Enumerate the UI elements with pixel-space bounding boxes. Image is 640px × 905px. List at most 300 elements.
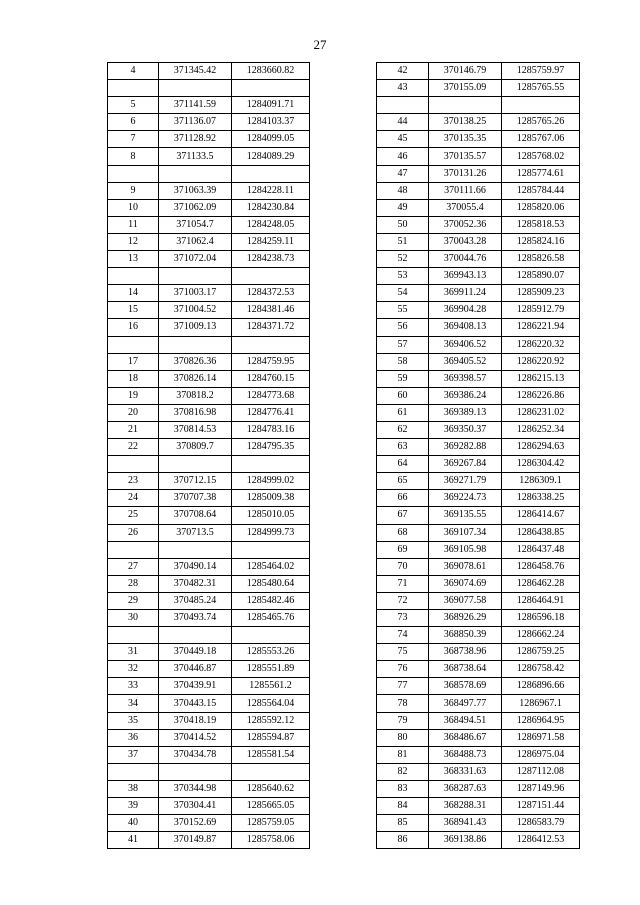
y-coordinate-cell: 1285561.2 [232,678,310,695]
y-coordinate-cell: 1284238.73 [232,251,310,268]
y-coordinate-cell: 1284381.46 [232,302,310,319]
y-coordinate-cell: 1286971.58 [502,729,580,746]
point-number-cell: 78 [377,695,429,712]
table-row [108,165,310,182]
x-coordinate-cell: 370304.41 [159,798,232,815]
y-coordinate-cell [232,763,310,780]
table-row [377,80,580,97]
table-row [108,131,310,148]
x-coordinate-cell: 369389.13 [429,404,502,421]
y-coordinate-cell: 1286252.34 [502,421,580,438]
x-coordinate-cell: 368488.73 [429,746,502,763]
y-coordinate-cell: 1285824.16 [502,233,580,250]
table-row [108,507,310,524]
y-coordinate-cell: 1286304.42 [502,456,580,473]
x-coordinate-cell: 370434.78 [159,746,232,763]
table-row [377,63,580,80]
y-coordinate-cell: 1285564.04 [232,695,310,712]
table-row [108,798,310,815]
table-row [377,285,580,302]
table-row [377,832,580,849]
table-row [108,251,310,268]
table-row [377,336,580,353]
point-number-cell: 47 [377,165,429,182]
x-coordinate-cell: 370135.35 [429,131,502,148]
x-coordinate-cell: 369405.52 [429,353,502,370]
point-number-cell [108,456,159,473]
x-coordinate-cell: 369074.69 [429,575,502,592]
point-number-cell: 76 [377,661,429,678]
y-coordinate-cell: 1285640.62 [232,780,310,797]
point-number-cell: 33 [108,678,159,695]
x-coordinate-cell: 370493.74 [159,610,232,627]
y-coordinate-cell: 1284795.35 [232,439,310,456]
y-coordinate-cell: 1285826.58 [502,251,580,268]
table-row [377,268,580,285]
table-row [377,439,580,456]
table-row [377,387,580,404]
point-number-cell: 48 [377,182,429,199]
point-number-cell [108,165,159,182]
point-number-cell: 16 [108,319,159,336]
point-number-cell: 56 [377,319,429,336]
point-number-cell: 6 [108,114,159,131]
y-coordinate-cell: 1285482.46 [232,592,310,609]
point-number-cell: 60 [377,387,429,404]
y-coordinate-cell: 1284371.72 [232,319,310,336]
table-row [377,165,580,182]
point-number-cell: 51 [377,233,429,250]
y-coordinate-cell: 1286583.79 [502,815,580,832]
y-coordinate-cell: 1286975.04 [502,746,580,763]
x-coordinate-cell: 370414.52 [159,729,232,746]
y-coordinate-cell: 1286662.24 [502,627,580,644]
table-row [377,114,580,131]
x-coordinate-cell: 370439.91 [159,678,232,695]
y-coordinate-cell: 1285765.55 [502,80,580,97]
table-row [108,575,310,592]
point-number-cell: 15 [108,302,159,319]
point-number-cell: 28 [108,575,159,592]
table-row [377,456,580,473]
y-coordinate-cell: 1284773.68 [232,387,310,404]
x-coordinate-cell: 369911.24 [429,285,502,302]
point-number-cell: 9 [108,182,159,199]
y-coordinate-cell: 1284230.84 [232,199,310,216]
y-coordinate-cell: 1286458.76 [502,558,580,575]
point-number-cell: 71 [377,575,429,592]
x-coordinate-cell: 371063.39 [159,182,232,199]
y-coordinate-cell: 1285818.53 [502,216,580,233]
x-coordinate-cell: 370814.53 [159,421,232,438]
x-coordinate-cell: 370344.98 [159,780,232,797]
y-coordinate-cell: 1286220.92 [502,353,580,370]
page-number: 27 [313,37,327,52]
y-coordinate-cell: 1286414.67 [502,507,580,524]
point-number-cell: 46 [377,148,429,165]
point-number-cell: 69 [377,541,429,558]
y-coordinate-cell: 1287149.96 [502,780,580,797]
table-row [108,302,310,319]
x-coordinate-cell: 369406.52 [429,336,502,353]
point-number-cell: 52 [377,251,429,268]
table-row [108,387,310,404]
y-coordinate-cell: 1286758.42 [502,661,580,678]
y-coordinate-cell: 1286215.13 [502,370,580,387]
x-coordinate-cell: 368941.43 [429,815,502,832]
x-coordinate-cell: 369107.34 [429,524,502,541]
y-coordinate-cell: 1286896.66 [502,678,580,695]
table-row [108,780,310,797]
x-coordinate-cell: 370149.87 [159,832,232,849]
y-coordinate-cell: 1285820.06 [502,199,580,216]
y-coordinate-cell: 1286964.95 [502,712,580,729]
x-coordinate-cell: 370826.14 [159,370,232,387]
point-number-cell: 66 [377,490,429,507]
point-number-cell: 8 [108,148,159,165]
point-number-cell: 14 [108,285,159,302]
y-coordinate-cell: 1284999.73 [232,524,310,541]
x-coordinate-cell: 370155.09 [429,80,502,97]
table-row [377,97,580,114]
point-number-cell: 55 [377,302,429,319]
x-coordinate-cell: 368287.63 [429,780,502,797]
point-number-cell: 70 [377,558,429,575]
y-coordinate-cell: 1285890.07 [502,268,580,285]
point-number-cell [108,763,159,780]
point-number-cell: 68 [377,524,429,541]
y-coordinate-cell: 1285909.23 [502,285,580,302]
y-coordinate-cell [232,165,310,182]
y-coordinate-cell: 1286294.63 [502,439,580,456]
x-coordinate-cell: 371141.59 [159,97,232,114]
point-number-cell: 25 [108,507,159,524]
point-number-cell: 43 [377,80,429,97]
table-row [108,524,310,541]
x-coordinate-cell: 370809.7 [159,439,232,456]
point-number-cell: 54 [377,285,429,302]
y-coordinate-cell: 1285592.12 [232,712,310,729]
y-coordinate-cell: 1284760.15 [232,370,310,387]
y-coordinate-cell: 1285009.38 [232,490,310,507]
point-number-cell: 75 [377,644,429,661]
x-coordinate-cell: 371128.92 [159,131,232,148]
table-row [377,251,580,268]
table-row [108,268,310,285]
point-number-cell: 77 [377,678,429,695]
x-coordinate-cell: 371062.4 [159,233,232,250]
table-row [377,199,580,216]
x-coordinate-cell: 368578.69 [429,678,502,695]
table-row [108,729,310,746]
table-row [377,233,580,250]
point-number-cell: 58 [377,353,429,370]
x-coordinate-cell: 370443.15 [159,695,232,712]
point-number-cell: 27 [108,558,159,575]
x-coordinate-cell: 369135.55 [429,507,502,524]
x-coordinate-cell: 370482.31 [159,575,232,592]
x-coordinate-cell: 369904.28 [429,302,502,319]
x-coordinate-cell: 368288.31 [429,798,502,815]
table-row [377,131,580,148]
point-number-cell: 10 [108,199,159,216]
y-coordinate-cell: 1284776.41 [232,404,310,421]
table-row [108,490,310,507]
point-number-cell: 36 [108,729,159,746]
table-row [377,148,580,165]
point-number-cell: 7 [108,131,159,148]
table-row [377,780,580,797]
x-coordinate-cell: 371062.09 [159,199,232,216]
x-coordinate-cell: 370131.26 [429,165,502,182]
point-number-cell [108,336,159,353]
table-row [108,199,310,216]
table-row [377,216,580,233]
x-coordinate-cell: 370044.76 [429,251,502,268]
x-coordinate-cell: 371136.07 [159,114,232,131]
point-number-cell: 4 [108,63,159,80]
y-coordinate-cell: 1284099.05 [232,131,310,148]
point-number-cell: 57 [377,336,429,353]
table-row [377,404,580,421]
table-row [108,592,310,609]
point-number-cell [108,541,159,558]
y-coordinate-cell: 1284259.11 [232,233,310,250]
x-coordinate-cell: 369282.88 [429,439,502,456]
x-coordinate-cell: 369386.24 [429,387,502,404]
point-number-cell: 21 [108,421,159,438]
x-coordinate-cell: 370707.38 [159,490,232,507]
y-coordinate-cell: 1285581.54 [232,746,310,763]
y-coordinate-cell: 1285665.05 [232,798,310,815]
point-number-cell: 37 [108,746,159,763]
table-row [108,285,310,302]
x-coordinate-cell: 371009.13 [159,319,232,336]
point-number-cell: 40 [108,815,159,832]
point-number-cell: 85 [377,815,429,832]
y-coordinate-cell: 1285765.26 [502,114,580,131]
y-coordinate-cell: 1286412.53 [502,832,580,849]
x-coordinate-cell: 370418.19 [159,712,232,729]
x-coordinate-cell: 369138.86 [429,832,502,849]
point-number-cell [108,80,159,97]
point-number-cell: 82 [377,763,429,780]
table-row [377,182,580,199]
table-row [377,678,580,695]
y-coordinate-cell: 1284372.53 [232,285,310,302]
y-coordinate-cell: 1286438.85 [502,524,580,541]
table-row [377,319,580,336]
table-row [108,678,310,695]
table-row [108,63,310,80]
y-coordinate-cell: 1285774.61 [502,165,580,182]
y-coordinate-cell: 1286967.1 [502,695,580,712]
y-coordinate-cell: 1285464.02 [232,558,310,575]
x-coordinate-cell: 368738.96 [429,644,502,661]
x-coordinate-cell: 368497.77 [429,695,502,712]
y-coordinate-cell: 1284228.11 [232,182,310,199]
table-row [108,216,310,233]
point-number-cell: 79 [377,712,429,729]
table-row [108,404,310,421]
y-coordinate-cell: 1284759.95 [232,353,310,370]
table-row [377,353,580,370]
coordinates-table-right [376,62,580,849]
point-number-cell: 30 [108,610,159,627]
y-coordinate-cell: 1284091.71 [232,97,310,114]
table-row [377,592,580,609]
y-coordinate-cell: 1286759.25 [502,644,580,661]
x-coordinate-cell [159,456,232,473]
point-number-cell: 86 [377,832,429,849]
x-coordinate-cell: 370111.66 [429,182,502,199]
x-coordinate-cell [159,763,232,780]
point-number-cell: 67 [377,507,429,524]
table-row [108,97,310,114]
y-coordinate-cell: 1285784.44 [502,182,580,199]
x-coordinate-cell: 368850.39 [429,627,502,644]
point-number-cell: 45 [377,131,429,148]
table-row [377,541,580,558]
table-row [377,746,580,763]
table-row [377,490,580,507]
point-number-cell: 44 [377,114,429,131]
point-number-cell: 84 [377,798,429,815]
y-coordinate-cell [232,268,310,285]
table-row [108,695,310,712]
x-coordinate-cell: 370485.24 [159,592,232,609]
table-row [377,421,580,438]
point-number-cell: 34 [108,695,159,712]
y-coordinate-cell [232,541,310,558]
x-coordinate-cell: 370708.64 [159,507,232,524]
x-coordinate-cell: 370052.36 [429,216,502,233]
table-row [108,712,310,729]
y-coordinate-cell: 1283660.82 [232,63,310,80]
y-coordinate-cell: 1286220.32 [502,336,580,353]
table-row [377,558,580,575]
x-coordinate-cell: 369350.37 [429,421,502,438]
table-row [377,695,580,712]
table-row [108,661,310,678]
x-coordinate-cell: 369078.61 [429,558,502,575]
y-coordinate-cell: 1286226.86 [502,387,580,404]
table-row [377,729,580,746]
point-number-cell [108,627,159,644]
table-row [108,80,310,97]
x-coordinate-cell: 370713.5 [159,524,232,541]
x-coordinate-cell: 369943.13 [429,268,502,285]
x-coordinate-cell: 368486.67 [429,729,502,746]
x-coordinate-cell [159,627,232,644]
y-coordinate-cell: 1285480.64 [232,575,310,592]
x-coordinate-cell [159,336,232,353]
point-number-cell: 50 [377,216,429,233]
point-number-cell: 20 [108,404,159,421]
x-coordinate-cell: 369271.79 [429,473,502,490]
table-row [108,746,310,763]
y-coordinate-cell: 1285553.26 [232,644,310,661]
table-row [108,541,310,558]
y-coordinate-cell: 1284999.02 [232,473,310,490]
x-coordinate-cell: 369077.58 [429,592,502,609]
y-coordinate-cell: 1285551.89 [232,661,310,678]
table-row [108,763,310,780]
table-row [108,456,310,473]
y-coordinate-cell [232,456,310,473]
y-coordinate-cell: 1285759.97 [502,63,580,80]
x-coordinate-cell: 371004.52 [159,302,232,319]
y-coordinate-cell: 1287151.44 [502,798,580,815]
table-row [377,798,580,815]
y-coordinate-cell: 1284103.37 [232,114,310,131]
point-number-cell: 72 [377,592,429,609]
point-number-cell: 53 [377,268,429,285]
x-coordinate-cell: 368738.64 [429,661,502,678]
x-coordinate-cell: 370712.15 [159,473,232,490]
table-row [377,575,580,592]
point-number-cell: 24 [108,490,159,507]
y-coordinate-cell [232,80,310,97]
point-number-cell [108,268,159,285]
point-number-cell: 38 [108,780,159,797]
y-coordinate-cell: 1285465.76 [232,610,310,627]
table-row [377,610,580,627]
point-number-cell: 80 [377,729,429,746]
y-coordinate-cell: 1285767.06 [502,131,580,148]
table-row [108,114,310,131]
table-row [377,661,580,678]
point-number-cell: 42 [377,63,429,80]
point-number-cell: 23 [108,473,159,490]
point-number-cell: 12 [108,233,159,250]
point-number-cell: 32 [108,661,159,678]
y-coordinate-cell [232,336,310,353]
x-coordinate-cell: 370818.2 [159,387,232,404]
y-coordinate-cell: 1284783.16 [232,421,310,438]
table-row [108,148,310,165]
x-coordinate-cell [429,97,502,114]
x-coordinate-cell: 369408.13 [429,319,502,336]
point-number-cell: 62 [377,421,429,438]
table-row [108,439,310,456]
x-coordinate-cell: 370043.28 [429,233,502,250]
x-coordinate-cell: 371133.5 [159,148,232,165]
x-coordinate-cell: 370135.57 [429,148,502,165]
y-coordinate-cell: 1285758.06 [232,832,310,849]
point-number-cell: 19 [108,387,159,404]
y-coordinate-cell [232,627,310,644]
x-coordinate-cell: 369105.98 [429,541,502,558]
point-number-cell: 13 [108,251,159,268]
x-coordinate-cell: 370152.69 [159,815,232,832]
table-row [108,182,310,199]
y-coordinate-cell: 1285010.05 [232,507,310,524]
y-coordinate-cell: 1285768.02 [502,148,580,165]
x-coordinate-cell: 368331.63 [429,763,502,780]
table-row [108,815,310,832]
table-row [108,627,310,644]
table-row [377,627,580,644]
point-number-cell: 64 [377,456,429,473]
y-coordinate-cell [502,97,580,114]
coordinates-table-left [107,62,310,849]
x-coordinate-cell: 371072.04 [159,251,232,268]
table-row [108,370,310,387]
point-number-cell: 29 [108,592,159,609]
x-coordinate-cell: 370826.36 [159,353,232,370]
y-coordinate-cell: 1285759.05 [232,815,310,832]
